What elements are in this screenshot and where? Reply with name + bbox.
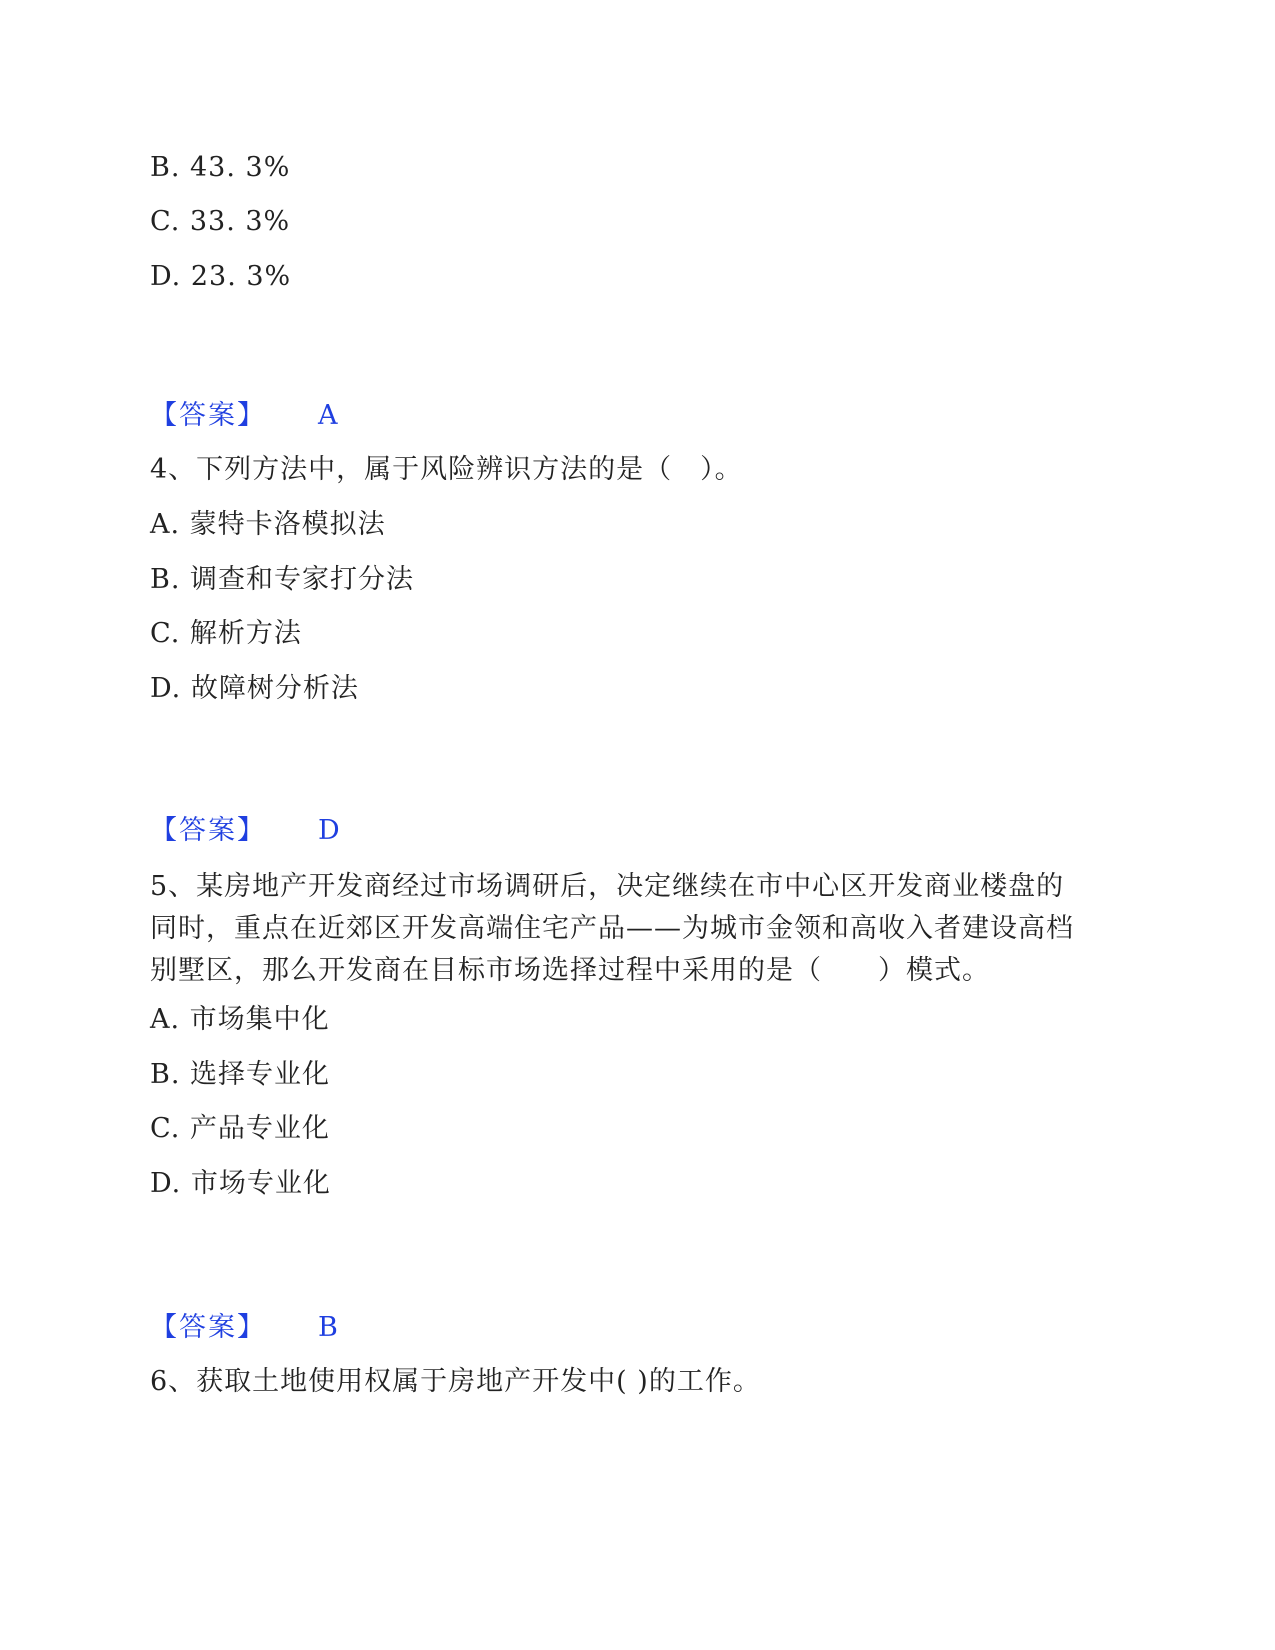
q4-answer-label: 【答案】 <box>150 815 266 846</box>
q4-stem: 4、下列方法中，属于风险辨识方法的是（ ）。 <box>150 454 743 485</box>
q5-stem-line: 别墅区，那么开发商在目标市场选择过程中采用的是（ ）模式。 <box>150 955 990 986</box>
q3-answer <box>150 398 338 434</box>
q3-answer-value: A <box>318 400 338 431</box>
q4-option-a: A. 蒙特卡洛模拟法 <box>150 509 386 540</box>
q5-answer <box>150 1310 338 1346</box>
q3-answer-label: 【答案】 <box>150 400 266 431</box>
q5-option-a: A. 市场集中化 <box>150 1004 330 1035</box>
q5-stem-line: 同时，重点在近郊区开发高端住宅产品——为城市金领和高收入者建设高档 <box>150 913 1074 944</box>
q4-answer <box>150 813 340 849</box>
q4-answer-value: D <box>318 815 340 846</box>
q3-option-d: D. 23. 3% <box>150 261 292 292</box>
q4-option-b: B. 调查和专家打分法 <box>150 564 415 595</box>
q3-option-b: B. 43. 3% <box>150 152 291 183</box>
q5-option-d: D. 市场专业化 <box>150 1168 331 1199</box>
q5-stem-line: 5、某房地产开发商经过市场调研后，决定继续在市中心区开发商业楼盘的 <box>150 871 1065 902</box>
q6-stem: 6、获取土地使用权属于房地产开发中( )的工作。 <box>150 1366 761 1397</box>
q4-option-d: D. 故障树分析法 <box>150 673 359 704</box>
q5-option-b: B. 选择专业化 <box>150 1059 331 1090</box>
q4-option-c: C. 解析方法 <box>150 618 302 649</box>
q5-answer-value: B <box>318 1312 338 1343</box>
q5-answer-label: 【答案】 <box>150 1312 266 1343</box>
q5-stem <box>150 866 1110 992</box>
q5-option-c: C. 产品专业化 <box>150 1113 330 1144</box>
q3-option-c: C. 33. 3% <box>150 206 291 237</box>
